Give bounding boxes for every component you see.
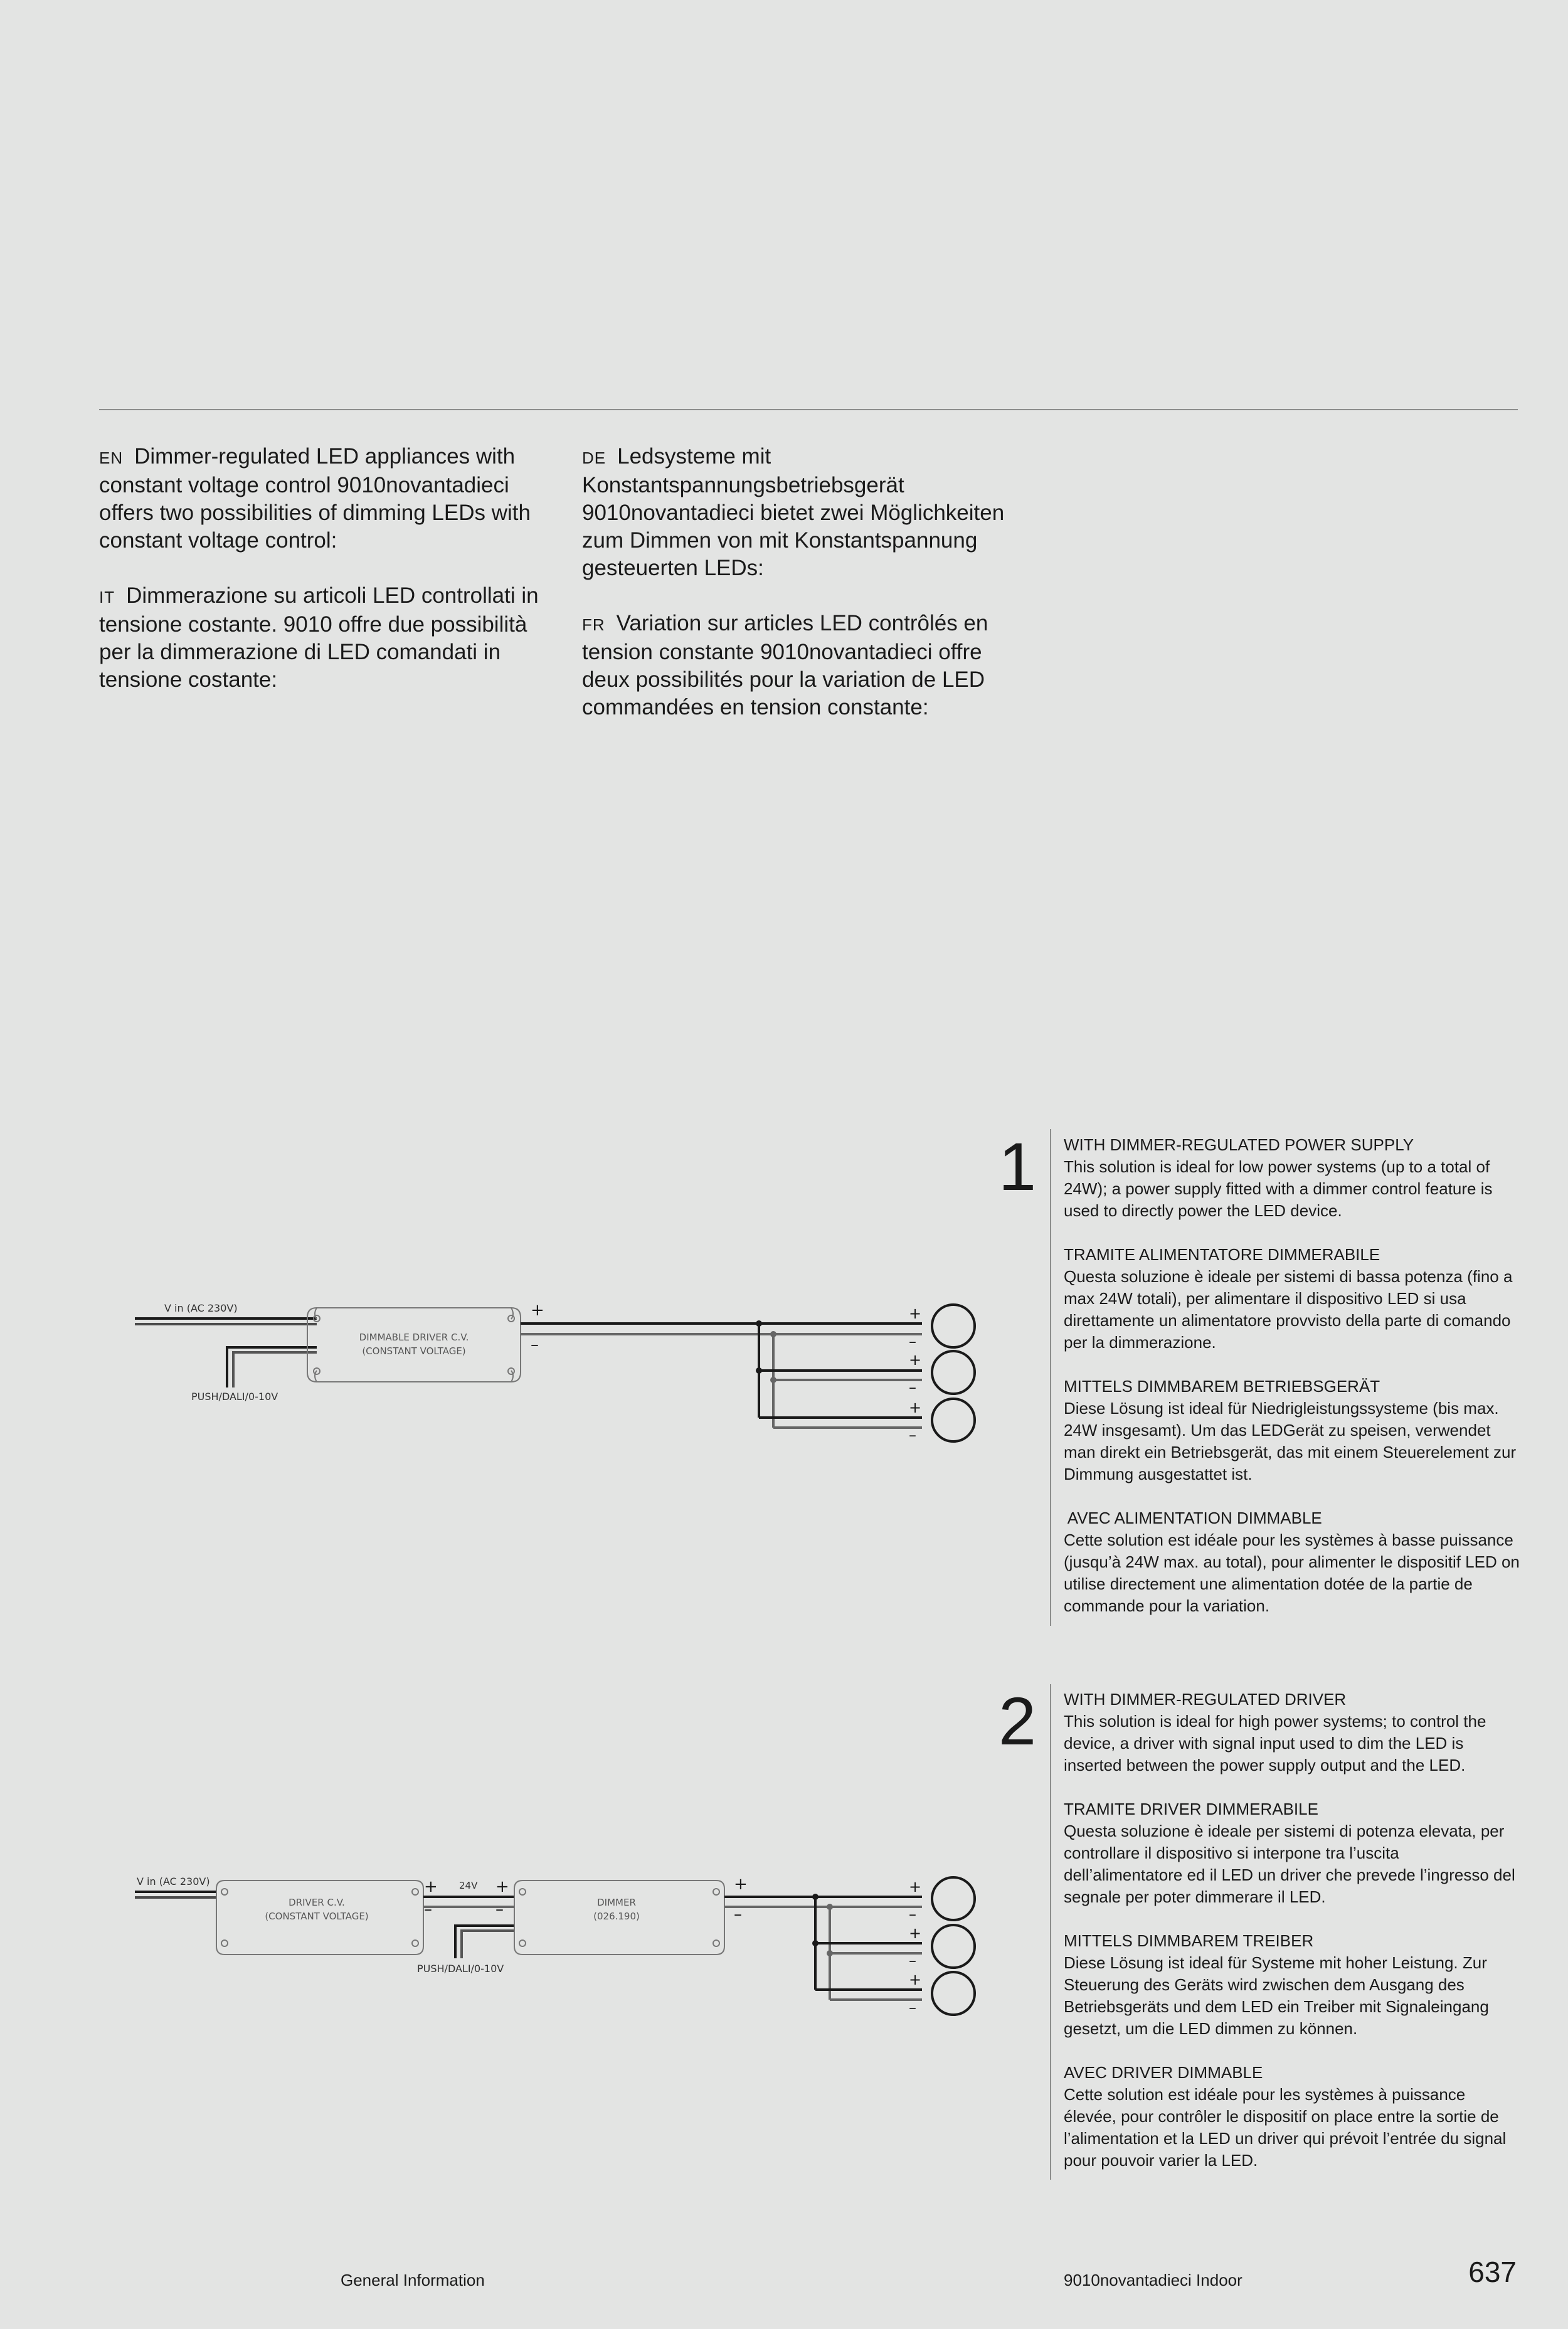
led-1-plus: + bbox=[909, 1305, 922, 1322]
wiring-diagram-1 bbox=[0, 1280, 1016, 1468]
footer-section-title: General Information bbox=[341, 2271, 485, 2289]
dimmer-label-line2: (026.190) bbox=[593, 1911, 640, 1922]
dimmer-out-minus: – bbox=[734, 1905, 742, 1924]
output-wiring bbox=[724, 1894, 922, 2000]
solution-1-number: 1 bbox=[999, 1128, 1037, 1204]
intro-en: EN Dimmer-regulated LED appliances with constant voltage control 9010novantadieci offers two possibilities of dimming LEDs with constant voltage control: bbox=[99, 444, 531, 553]
driver-label-line1: DIMMABLE DRIVER C.V. bbox=[359, 1332, 469, 1343]
led-2 bbox=[932, 1925, 975, 1968]
control-label: PUSH/DALI/0-10V bbox=[191, 1391, 278, 1403]
solution-1-divider bbox=[1050, 1129, 1051, 1626]
solution-1-fr: AVEC ALIMENTATION DIMMABLE Cette solution est idéale pour les systèmes à basse puissance (jusqu’à 24W max. au total), pour alimenter le dispositif LED on utilise directement une alimentation dotée de la partie de commande pour la variation. bbox=[1064, 1509, 1520, 1615]
control-wires bbox=[455, 1926, 514, 1958]
footer-catalog-title: 9010novantadieci Indoor bbox=[1064, 2271, 1242, 2289]
solution-2-de: MITTELS DIMMBAREM TREIBER Diese Lösung ist ideal für Systeme mit hoher Leistung. Zur Steuerung des Geräts wird zwischen dem Ausgang des Betriebsgeräts und dem LED ein Treiber mit Signaleingang gesetzt, um die LED dimmen zu können. bbox=[1064, 1931, 1489, 2038]
led-1-plus: + bbox=[909, 1878, 922, 1896]
led-2-minus: – bbox=[909, 1952, 916, 1970]
mains-input-wires bbox=[135, 1318, 317, 1324]
control-label: PUSH/DALI/0-10V bbox=[417, 1963, 504, 1975]
top-rule bbox=[99, 409, 1518, 410]
wiring-diagram-2 bbox=[0, 1857, 1016, 2045]
intro-right-column bbox=[582, 443, 1021, 749]
led-3-minus: – bbox=[909, 1999, 916, 2017]
led-1 bbox=[932, 1877, 975, 1920]
dimmer-in-minus: – bbox=[495, 1900, 504, 1919]
solution-2-en: WITH DIMMER-REGULATED DRIVER This solution is ideal for high power systems; to control the device, a driver with signal input used to dim the LED is inserted between the power supply output and the LED. bbox=[1064, 1690, 1486, 1775]
solution-2-it: TRAMITE DRIVER DIMMERABILE Questa soluzione è ideale per sistemi di potenza elevata, per controllare il dispositivo si interpone tra l’uscita dell’alimentatore ed il LED un driver che prevede l’ingresso del segnale per poter dimmerare il LED. bbox=[1064, 1800, 1515, 1906]
solution-1-de: MITTELS DIMMBAREM BETRIEBSGERÄT Diese Lösung ist ideal für Niedrigleistungssysteme (bis max. 24W insgesamt). Um das LEDGerät zu speisen, verwendet man direkt ein Betriebsgerät, das mit einem Steuerelement zur Dimmung ausgestattet ist. bbox=[1064, 1377, 1517, 1483]
dimmer-in-plus: + bbox=[495, 1877, 509, 1896]
solution-1-description bbox=[1064, 1134, 1522, 1639]
driver-plus: + bbox=[531, 1301, 544, 1320]
voltage-label: 24V bbox=[459, 1880, 478, 1891]
led-3 bbox=[932, 1972, 975, 2015]
solution-2-fr: AVEC DRIVER DIMMABLE Cette solution est idéale pour les systèmes à puissance élevée, pour contrôler le dispositif on place entre la sortie de l’alimentation et la LED un driver qui prévoit l’entrée du signal pour pouvoir varier la LED. bbox=[1064, 2063, 1507, 2170]
led-1-minus: – bbox=[909, 1333, 916, 1350]
dimmer-label-line1: DIMMER bbox=[597, 1897, 636, 1908]
output-wiring bbox=[521, 1320, 922, 1428]
solution-2-divider bbox=[1050, 1684, 1051, 2180]
led-1-minus: – bbox=[909, 1906, 916, 1923]
intro-left-column bbox=[99, 443, 557, 721]
driver-minus: – bbox=[531, 1335, 539, 1354]
driver-minus: – bbox=[424, 1900, 432, 1919]
driver-label-line2: (CONSTANT VOLTAGE) bbox=[265, 1911, 369, 1922]
mains-input-wires bbox=[135, 1892, 216, 1897]
led-2-plus: + bbox=[909, 1924, 922, 1942]
dimmer-out-plus: + bbox=[734, 1875, 748, 1894]
led-1 bbox=[932, 1305, 975, 1347]
led-3 bbox=[932, 1399, 975, 1441]
solution-1-en: WITH DIMMER-REGULATED POWER SUPPLY This solution is ideal for low power systems (up to a total of 24W); a power supply fitted with a dimmer control feature is used to directly power the LED device. bbox=[1064, 1135, 1493, 1220]
intro-it: IT Dimmerazione su articoli LED controllati in tensione costante. 9010 offre due possibilità per la dimmerazione di LED comandati in tensione costante: bbox=[99, 583, 539, 692]
dimmable-driver-box bbox=[307, 1308, 521, 1382]
solution-2-number: 2 bbox=[999, 1683, 1037, 1759]
driver-label-line1: DRIVER C.V. bbox=[289, 1897, 345, 1908]
led-3-plus: + bbox=[909, 1399, 922, 1416]
page-number: 637 bbox=[1468, 2256, 1517, 2288]
intro-fr: FR Variation sur articles LED contrôlés en tension constante 9010novantadieci offre deux possibilités pour la variation de LED commandées en tension constante: bbox=[582, 611, 988, 719]
solution-1-it: TRAMITE ALIMENTATORE DIMMERABILE Questa soluzione è ideale per sistemi di bassa potenza (fino a max 24W totali), per alimentare il dispositivo LED si usa direttamente un alimentatore provvisto della parte di comando per la dimmerazione. bbox=[1064, 1245, 1513, 1352]
driver-label-line2: (CONSTANT VOLTAGE) bbox=[362, 1345, 466, 1357]
led-3-minus: – bbox=[909, 1426, 916, 1444]
led-2-plus: + bbox=[909, 1351, 922, 1369]
control-wires bbox=[227, 1347, 317, 1387]
vin-label: V in (AC 230V) bbox=[137, 1875, 210, 1887]
intro-de: DE Ledsysteme mit Konstantspannungsbetriebsgerät 9010novantadieci bietet zwei Möglichkeiten zum Dimmen von mit Konstantspannung gesteuerten LEDs: bbox=[582, 444, 1005, 580]
driver-plus: + bbox=[424, 1877, 438, 1896]
solution-2-description bbox=[1064, 1689, 1522, 2194]
vin-label: V in (AC 230V) bbox=[164, 1302, 238, 1314]
led-2 bbox=[932, 1351, 975, 1394]
led-2-minus: – bbox=[909, 1379, 916, 1396]
led-3-plus: + bbox=[909, 1971, 922, 1988]
